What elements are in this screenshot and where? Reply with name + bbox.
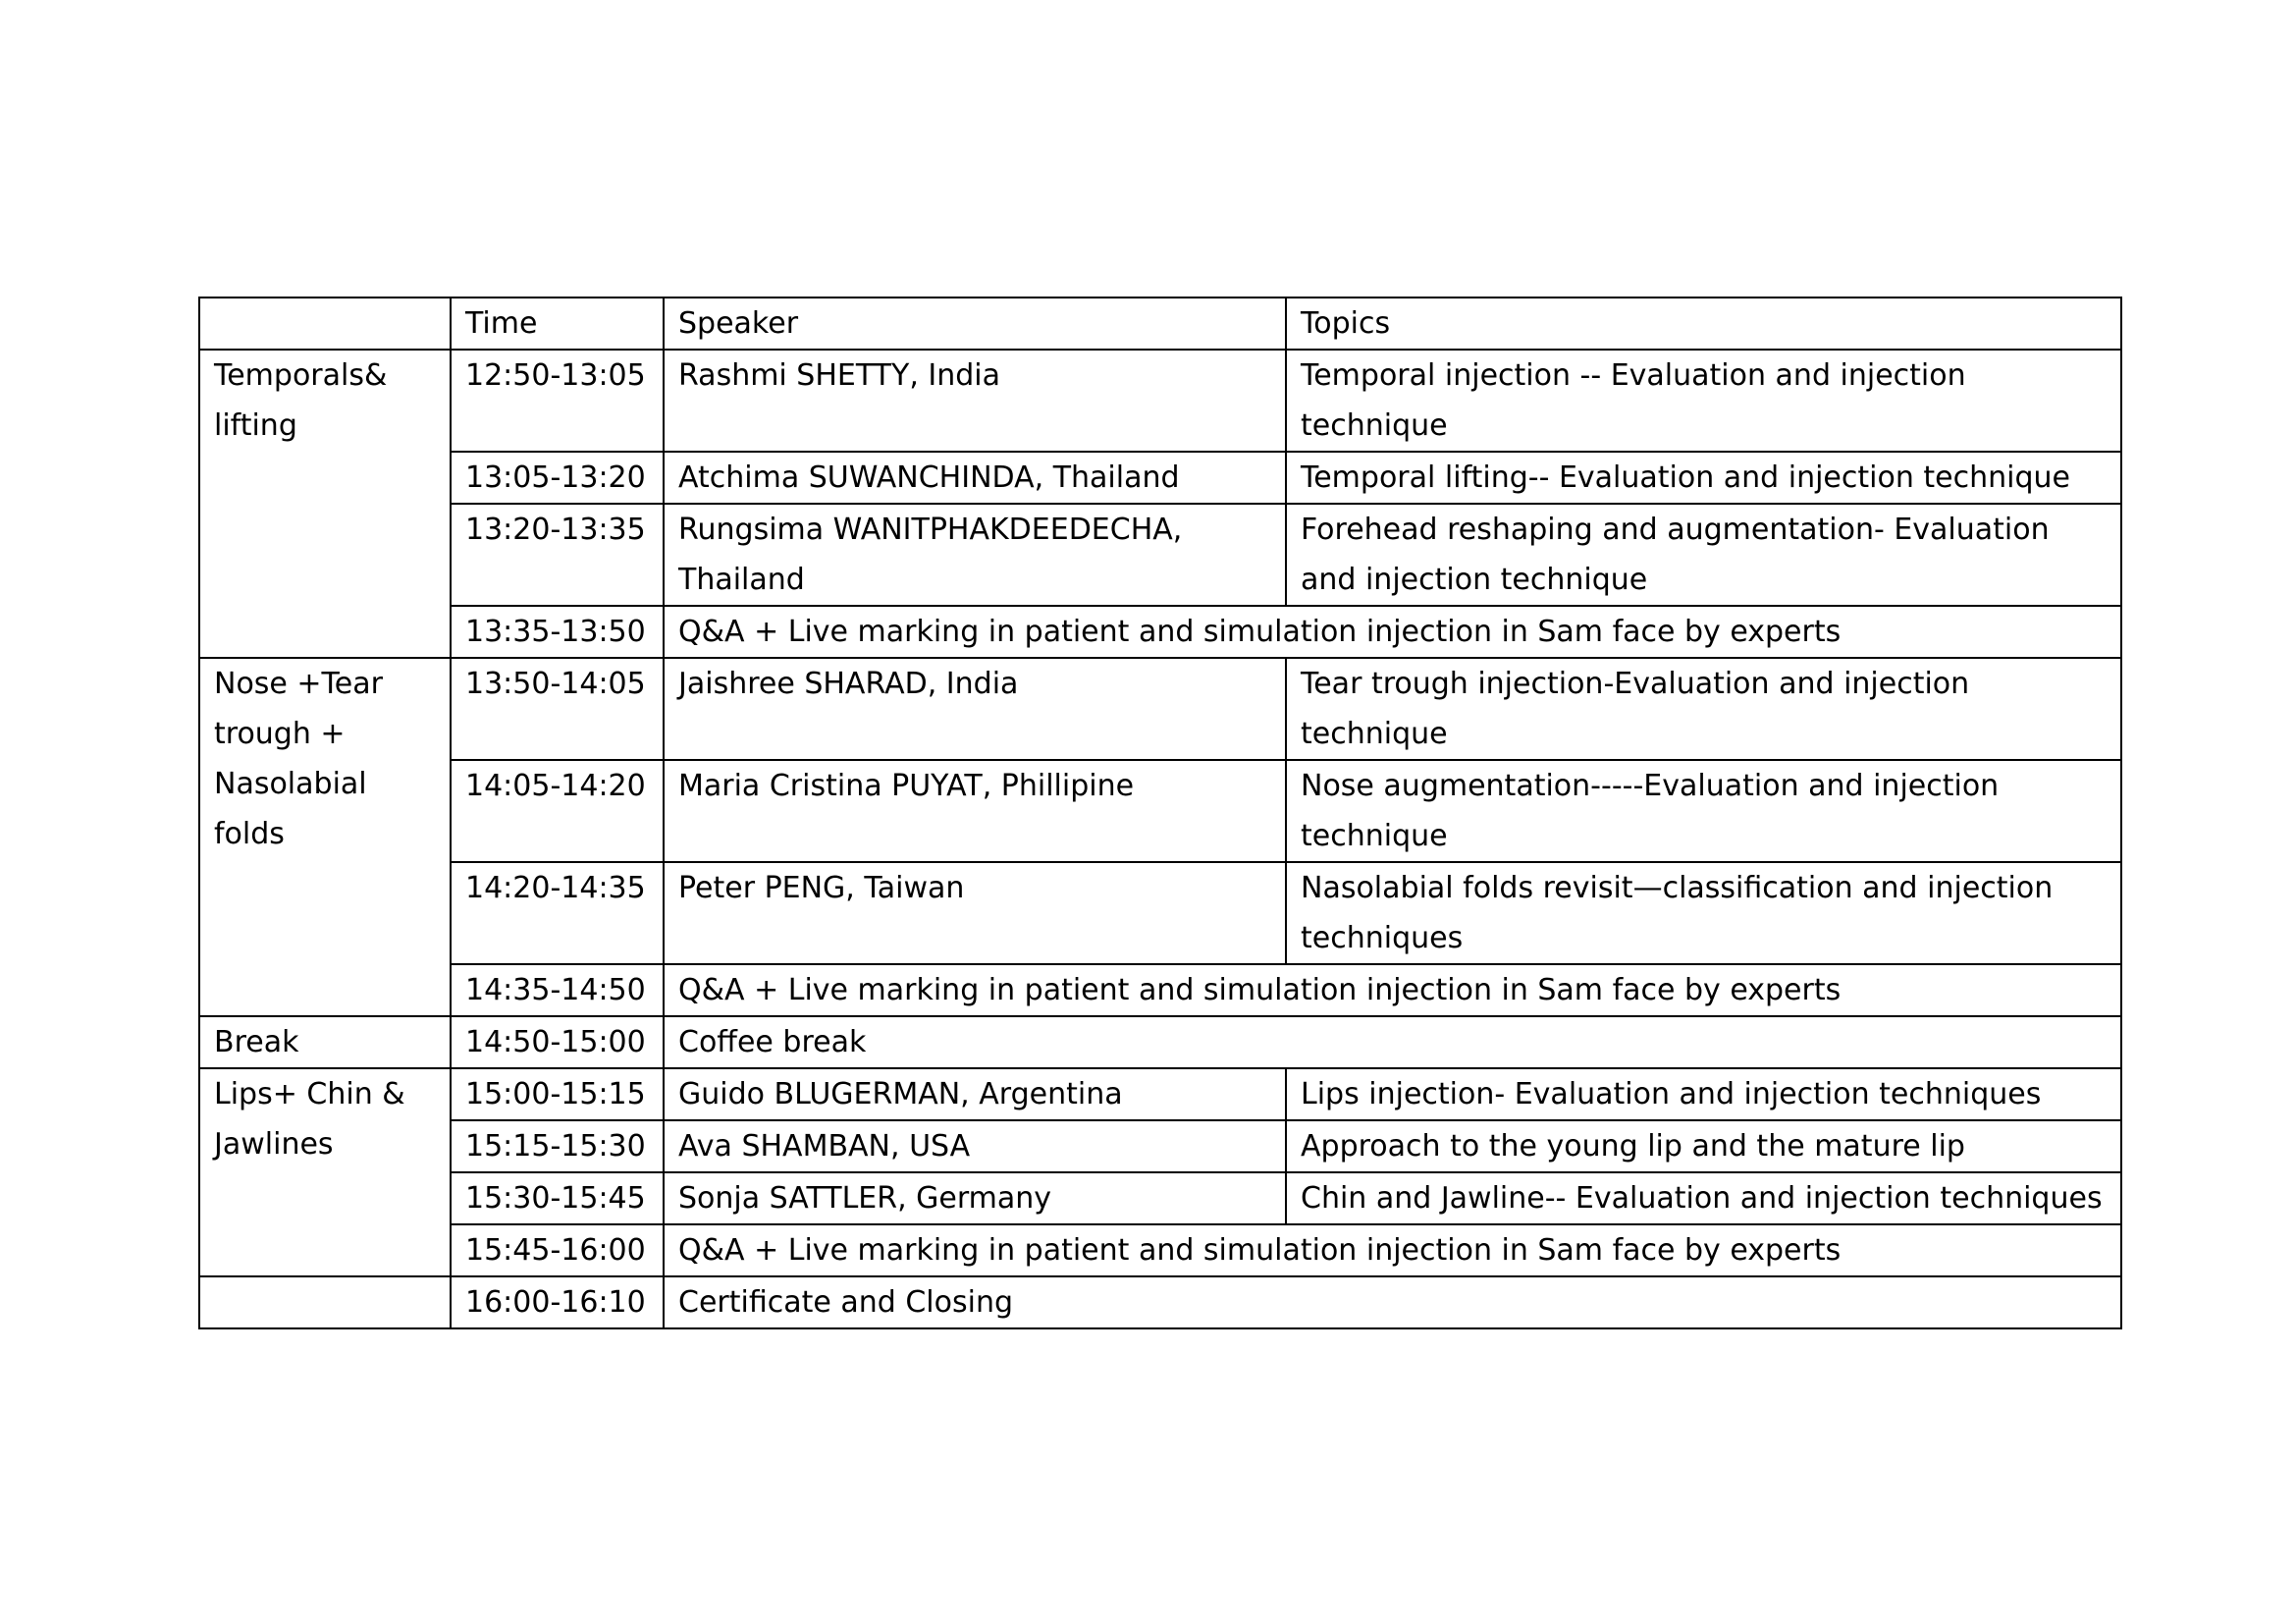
speaker-cell: Rungsima WANITPHAKDEEDECHA, Thailand [664,504,1286,606]
schedule-table [198,297,2122,1329]
header-time: Time [451,298,664,350]
time-cell: 15:45-16:00 [451,1224,664,1276]
topic-cell: Approach to the young lip and the mature lip [1286,1120,2121,1172]
table-row [199,964,2121,1016]
time-cell: 13:05-13:20 [451,452,664,504]
table-row [199,1224,2121,1276]
header-speaker: Speaker [664,298,1286,350]
section-label: Temporals& lifting [214,358,397,443]
header-topics: Topics [1286,298,2121,350]
table-row [199,504,2121,606]
table-row [199,452,2121,504]
topic-cell: Forehead reshaping and augmentation- Evaluation and injection technique [1286,504,2121,606]
time-cell: 12:50-13:05 [451,350,664,452]
table-row [199,1016,2121,1068]
time-cell: 14:35-14:50 [451,964,664,1016]
speaker-cell: Ava SHAMBAN, USA [664,1120,1286,1172]
table-row [199,760,2121,862]
merged-cell: Certificate and Closing [664,1276,2121,1328]
table-row [199,1172,2121,1224]
time-cell: 15:00-15:15 [451,1068,664,1120]
section-cell [199,1276,451,1328]
merged-cell: Coffee break [664,1016,2121,1068]
speaker-cell: Jaishree SHARAD, India [664,658,1286,760]
speaker-cell: Sonja SATTLER, Germany [664,1172,1286,1224]
merged-cell: Q&A + Live marking in patient and simulation injection in Sam face by experts [664,606,2121,658]
time-cell: 15:15-15:30 [451,1120,664,1172]
speaker-cell: Atchima SUWANCHINDA, Thailand [664,452,1286,504]
time-cell: 13:20-13:35 [451,504,664,606]
topic-cell: Temporal lifting-- Evaluation and injection technique [1286,452,2121,504]
table-row [199,350,2121,452]
section-cell [199,658,451,1016]
section-cell [199,350,451,658]
topic-cell: Nasolabial folds revisit—classification and injection techniques [1286,862,2121,964]
section-cell [199,1068,451,1276]
table-row [199,1120,2121,1172]
topic-cell: Nose augmentation-----Evaluation and injection technique [1286,760,2121,862]
header-row [199,298,2121,350]
speaker-cell: Rashmi SHETTY, India [664,350,1286,452]
table-row [199,1068,2121,1120]
time-cell: 14:05-14:20 [451,760,664,862]
topic-cell: Lips injection- Evaluation and injection techniques [1286,1068,2121,1120]
merged-cell: Q&A + Live marking in patient and simulation injection in Sam face by experts [664,964,2121,1016]
time-cell: 14:20-14:35 [451,862,664,964]
speaker-cell: Guido BLUGERMAN, Argentina [664,1068,1286,1120]
table-row [199,606,2121,658]
time-cell: 13:35-13:50 [451,606,664,658]
section-cell: Break [199,1016,451,1068]
speaker-cell: Maria Cristina PUYAT, Phillipine [664,760,1286,862]
table-row [199,862,2121,964]
section-label: Lips+ Chin & Jawlines [214,1077,415,1162]
header-section [199,298,451,350]
table-row [199,658,2121,760]
time-cell: 13:50-14:05 [451,658,664,760]
time-cell: 14:50-15:00 [451,1016,664,1068]
topic-cell: Chin and Jawline-- Evaluation and injection techniques [1286,1172,2121,1224]
topic-cell: Tear trough injection-Evaluation and injection technique [1286,658,2121,760]
section-label: Nose +Tear trough + Nasolabial folds [214,667,393,851]
topic-cell: Temporal injection -- Evaluation and injection technique [1286,350,2121,452]
merged-cell: Q&A + Live marking in patient and simulation injection in Sam face by experts [664,1224,2121,1276]
time-cell: 16:00-16:10 [451,1276,664,1328]
table-row [199,1276,2121,1328]
time-cell: 15:30-15:45 [451,1172,664,1224]
speaker-cell: Peter PENG, Taiwan [664,862,1286,964]
